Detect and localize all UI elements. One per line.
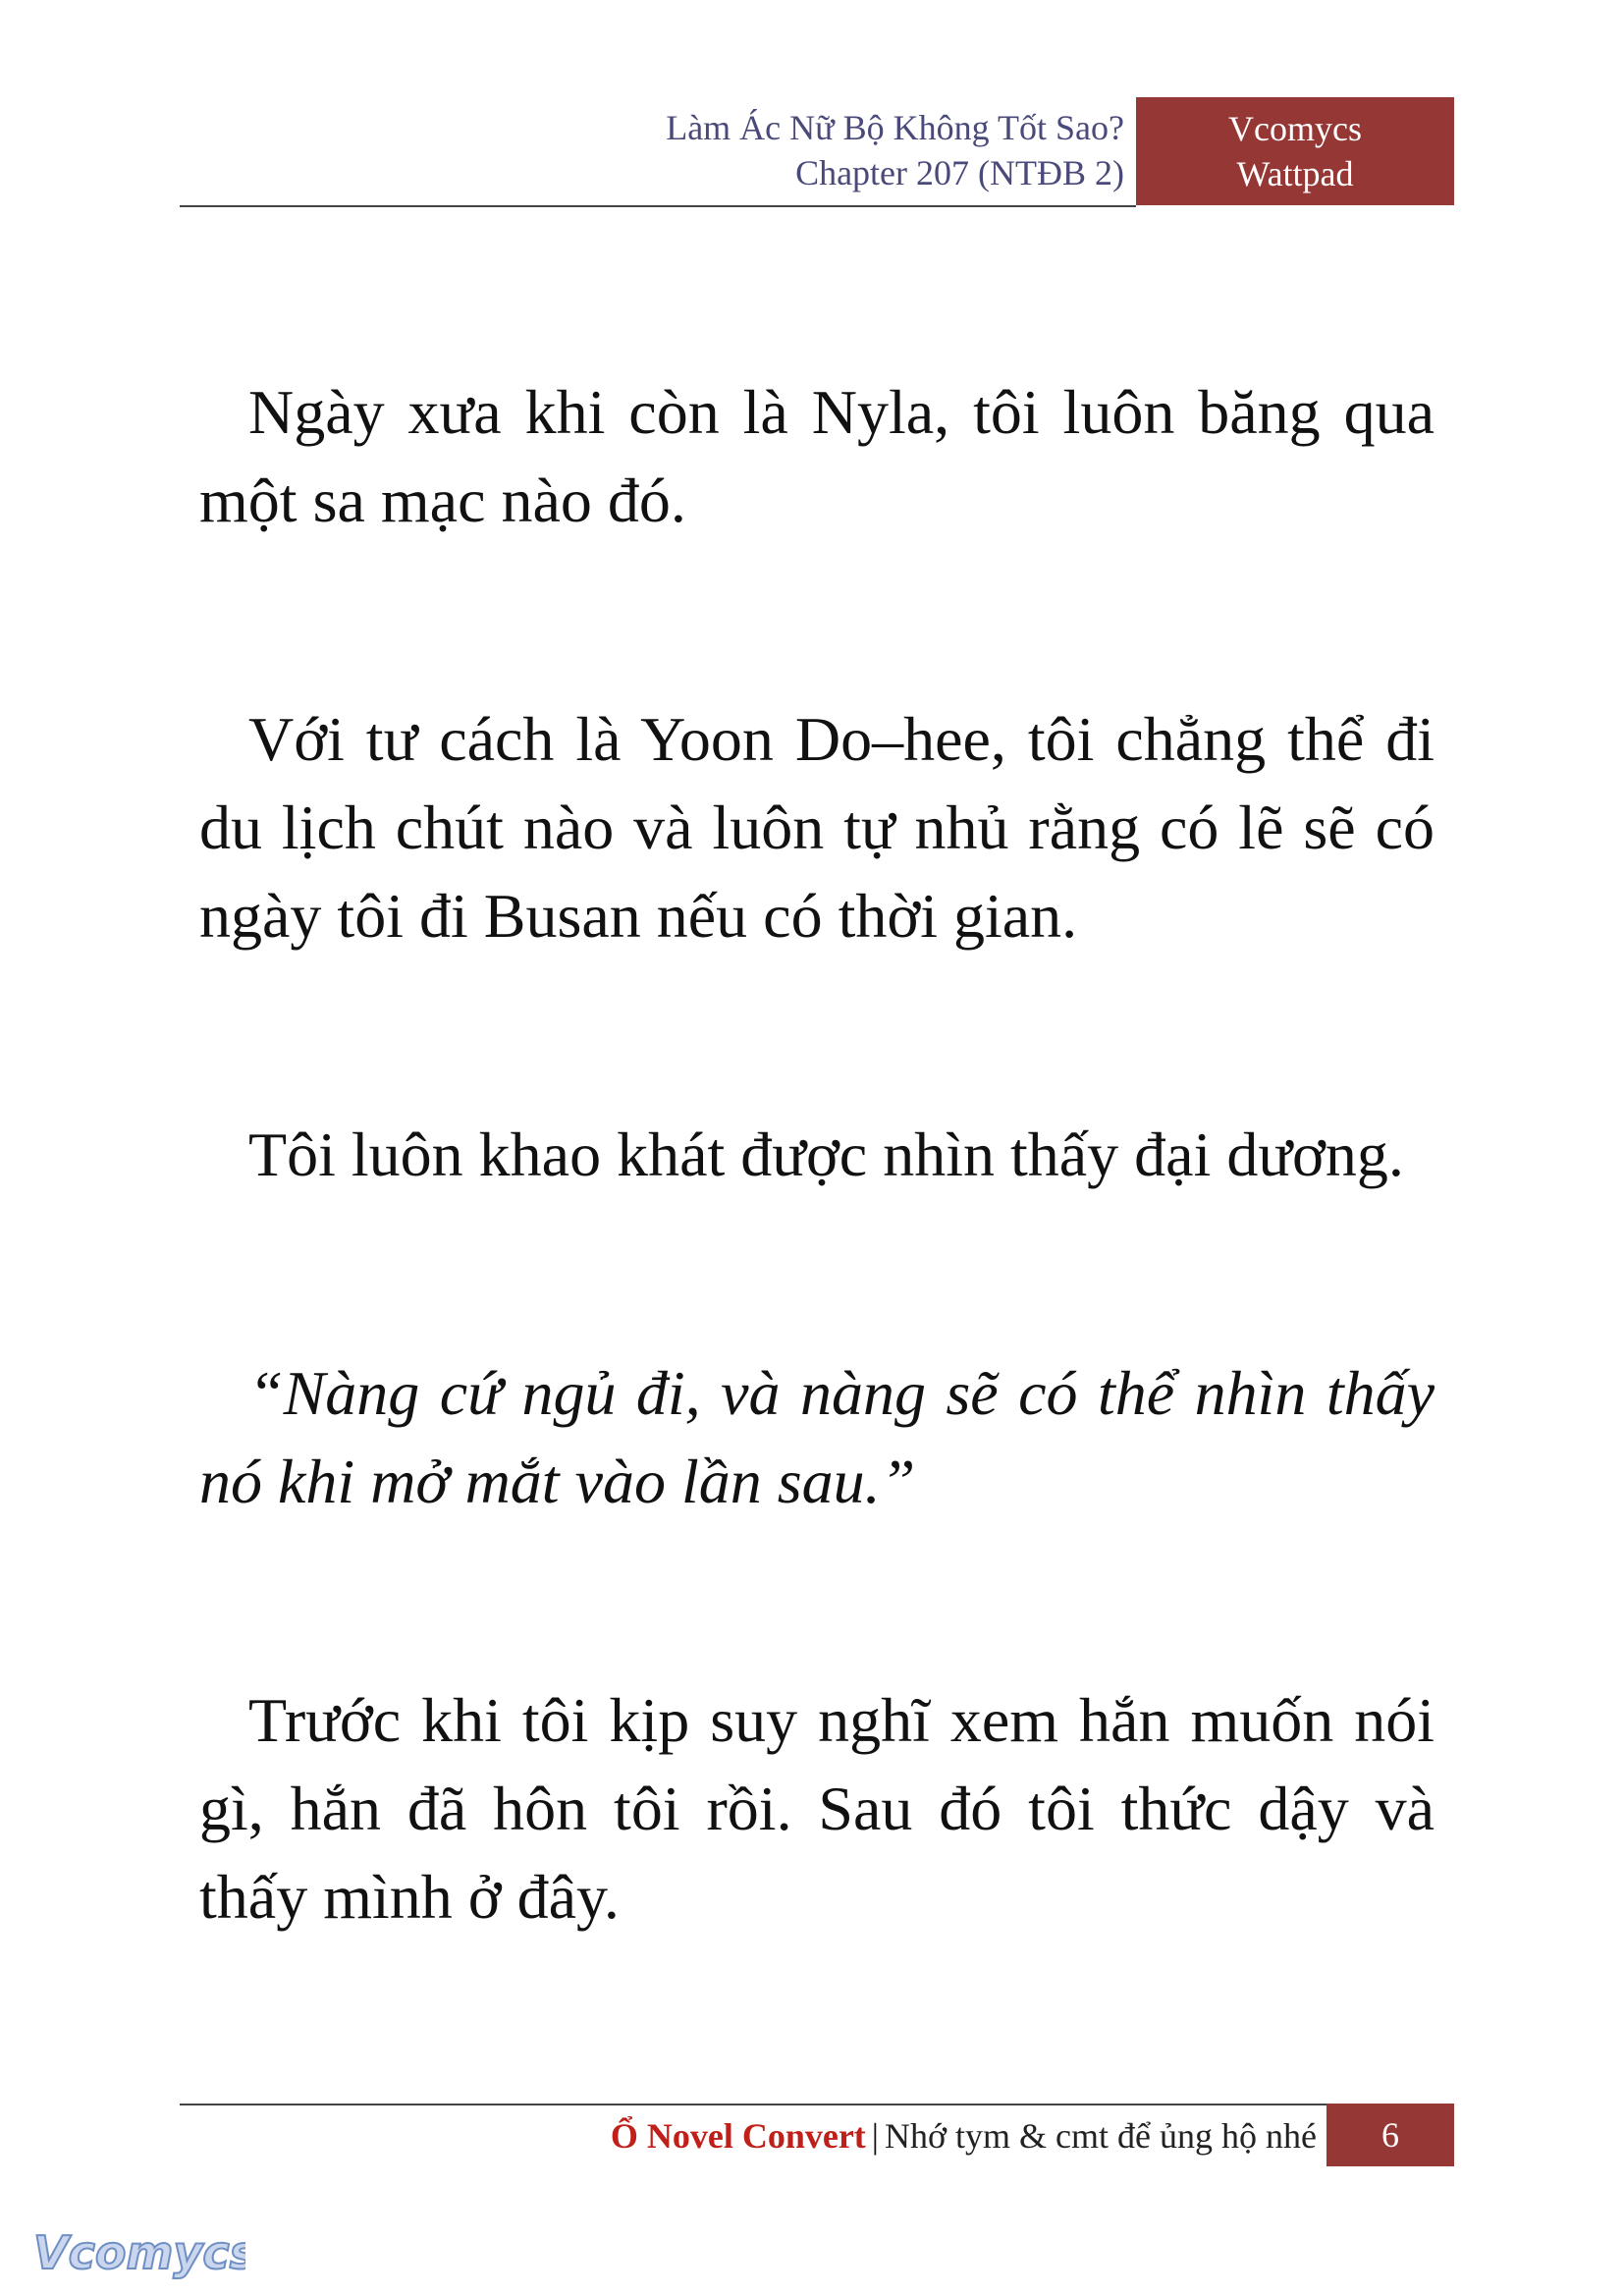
paragraph: Tôi luôn khao khát được nhìn thấy đại dương. [248,1120,1404,1189]
footer-divider [180,2104,1330,2105]
footer-text [611,2109,1317,2162]
watermark-logo-icon [29,2219,245,2288]
page-footer [180,2104,1454,2166]
chapter-body [199,368,1435,2092]
footer-brand: Ổ Novel Convert [610,2116,866,2156]
paragraph: Ngày xưa khi còn là Nyla, tôi luôn băng qua một sa mạc nào đó. [199,377,1435,535]
book-title: Làm Ác Nữ Bộ Không Tốt Sao? [666,108,1124,147]
footer-note: Nhớ tym & cmt để ủng hộ nhé [885,2116,1317,2156]
paragraph: Trước khi tôi kịp suy nghĩ xem hắn muốn nói gì, hắn đã hôn tôi rồi. Sau đó tôi thức dậy và thấy mình ở đây. [199,1685,1435,1932]
svg-text:Vcomycs: Vcomycs [33,2226,245,2279]
paragraph: Với tư cách là Yoon Do–hee, tôi chẳng thể đi du lịch chút nào và luôn tự nhủ rằng có lẽ sẽ có ngày tôi đi Busan nếu có thời gian. [199,704,1435,951]
header-source-badge [1136,97,1454,205]
vcomycs-watermark-logo [29,2219,245,2288]
header-title [666,105,1124,195]
badge-platform-name: Wattpad [1236,154,1354,193]
page-header [180,97,1454,205]
footer-separator: | [871,2116,880,2156]
header-divider [180,205,1136,207]
badge-source-name: Vcomycs [1228,109,1362,148]
page-number: 6 [1326,2104,1454,2166]
quoted-paragraph: “Nàng cứ ngủ đi, và nàng sẽ có thể nhìn thấy nó khi mở mắt vào lần sau.” [199,1358,1435,1516]
chapter-title: Chapter 207 (NTĐB 2) [795,153,1124,192]
